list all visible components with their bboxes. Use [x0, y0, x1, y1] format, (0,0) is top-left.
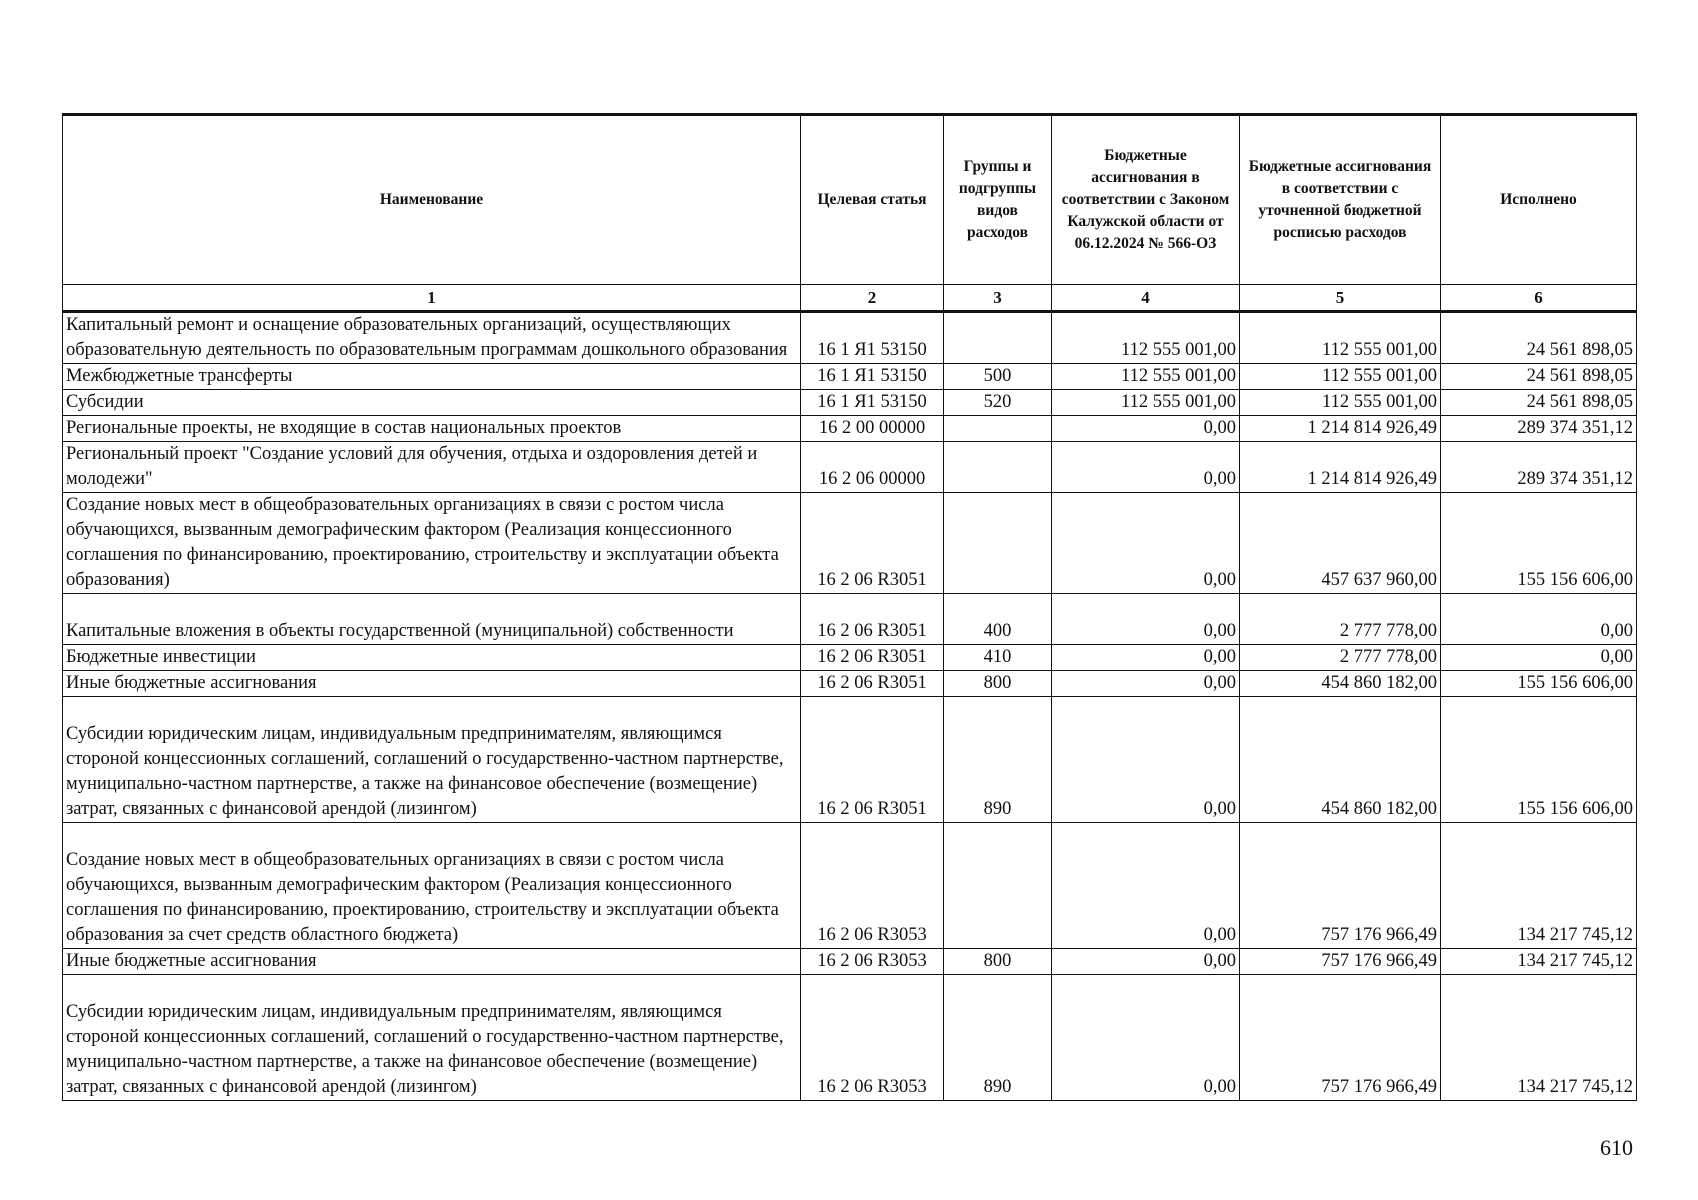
row-expense-group — [944, 312, 1052, 364]
row-name: Межбюджетные трансферты — [63, 364, 801, 390]
column-number: 4 — [1052, 285, 1240, 312]
row-target-article: 16 2 06 R3053 — [801, 823, 944, 949]
header-law-appropriations: Бюджетные ассигнования в соответствии с Законом Калужской области от 06.12.2024 № 566-ОЗ — [1052, 115, 1240, 285]
row-target-article: 16 2 00 00000 — [801, 416, 944, 442]
row-executed-amount: 134 217 745,12 — [1441, 823, 1637, 949]
table-row — [63, 594, 1637, 645]
row-executed-amount: 24 561 898,05 — [1441, 364, 1637, 390]
row-executed-amount: 24 561 898,05 — [1441, 390, 1637, 416]
row-expense-group: 890 — [944, 697, 1052, 823]
page-number: 610 — [1600, 1135, 1633, 1160]
table-row — [63, 390, 1637, 416]
row-target-article: 16 1 Я1 53150 — [801, 312, 944, 364]
row-law-amount: 0,00 — [1052, 697, 1240, 823]
row-name: Создание новых мест в общеобразовательных организациях в связи с ростом числа обучающихся, вызванным демографическим фактором (Реализация концессионного соглашения по финансированию, проектированию, строительству и эксплуатации объекта образования за счет средств областного бюджета) — [63, 823, 801, 949]
table-row — [63, 975, 1637, 1101]
row-executed-amount: 0,00 — [1441, 645, 1637, 671]
row-executed-amount: 155 156 606,00 — [1441, 493, 1637, 594]
table-row — [63, 697, 1637, 823]
header-name: Наименование — [63, 115, 801, 285]
budget-table — [62, 113, 1637, 1101]
row-law-amount: 0,00 — [1052, 671, 1240, 697]
row-expense-group: 400 — [944, 594, 1052, 645]
row-expense-group: 800 — [944, 671, 1052, 697]
row-target-article: 16 2 06 R3051 — [801, 697, 944, 823]
row-law-amount: 112 555 001,00 — [1052, 312, 1240, 364]
row-target-article: 16 1 Я1 53150 — [801, 364, 944, 390]
row-name: Бюджетные инвестиции — [63, 645, 801, 671]
row-plan-amount: 2 777 778,00 — [1240, 594, 1441, 645]
table-row — [63, 364, 1637, 390]
row-plan-amount: 112 555 001,00 — [1240, 390, 1441, 416]
row-plan-amount: 757 176 966,49 — [1240, 823, 1441, 949]
row-name: Иные бюджетные ассигнования — [63, 671, 801, 697]
row-plan-amount: 454 860 182,00 — [1240, 671, 1441, 697]
row-expense-group: 890 — [944, 975, 1052, 1101]
table-row — [63, 312, 1637, 364]
row-expense-group: 800 — [944, 949, 1052, 975]
row-expense-group: 500 — [944, 364, 1052, 390]
row-expense-group — [944, 442, 1052, 493]
row-name: Иные бюджетные ассигнования — [63, 949, 801, 975]
row-target-article: 16 2 06 R3053 — [801, 975, 944, 1101]
column-number-row — [63, 285, 1637, 312]
header-expense-groups: Группы и подгруппы видов расходов — [944, 115, 1052, 285]
column-number: 2 — [801, 285, 944, 312]
row-target-article: 16 2 06 R3051 — [801, 594, 944, 645]
row-plan-amount: 757 176 966,49 — [1240, 975, 1441, 1101]
row-plan-amount: 2 777 778,00 — [1240, 645, 1441, 671]
row-law-amount: 0,00 — [1052, 493, 1240, 594]
table-row — [63, 416, 1637, 442]
column-number: 6 — [1441, 285, 1637, 312]
row-expense-group — [944, 493, 1052, 594]
row-plan-amount: 112 555 001,00 — [1240, 312, 1441, 364]
row-plan-amount: 1 214 814 926,49 — [1240, 416, 1441, 442]
column-number: 5 — [1240, 285, 1441, 312]
column-number: 3 — [944, 285, 1052, 312]
header-row — [63, 115, 1637, 285]
row-expense-group: 520 — [944, 390, 1052, 416]
row-executed-amount: 134 217 745,12 — [1441, 975, 1637, 1101]
row-target-article: 16 2 06 R3051 — [801, 493, 944, 594]
row-expense-group — [944, 416, 1052, 442]
row-plan-amount: 457 637 960,00 — [1240, 493, 1441, 594]
table-row — [63, 493, 1637, 594]
row-law-amount: 0,00 — [1052, 823, 1240, 949]
row-name: Субсидии юридическим лицам, индивидуальным предпринимателям, являющимся стороной концессионных соглашений, соглашений о государственно-частном партнерстве, муниципально-частном партнерстве, а также на финансовое обеспечение (возмещение) затрат, связанных с финансовой арендой (лизингом) — [63, 975, 801, 1101]
header-executed: Исполнено — [1441, 115, 1637, 285]
table-row — [63, 823, 1637, 949]
row-executed-amount: 289 374 351,12 — [1441, 416, 1637, 442]
row-law-amount: 112 555 001,00 — [1052, 390, 1240, 416]
row-plan-amount: 112 555 001,00 — [1240, 364, 1441, 390]
row-target-article: 16 2 06 R3053 — [801, 949, 944, 975]
row-law-amount: 0,00 — [1052, 949, 1240, 975]
row-name: Субсидии юридическим лицам, индивидуальным предпринимателям, являющимся стороной концессионных соглашений, соглашений о государственно-частном партнерстве, муниципально-частном партнерстве, а также на финансовое обеспечение (возмещение) затрат, связанных с финансовой арендой (лизингом) — [63, 697, 801, 823]
table-row — [63, 442, 1637, 493]
row-executed-amount: 155 156 606,00 — [1441, 671, 1637, 697]
row-law-amount: 112 555 001,00 — [1052, 364, 1240, 390]
row-name: Капитальный ремонт и оснащение образовательных организаций, осуществляющих образовательную деятельность по образовательным программам дошкольного образования — [63, 312, 801, 364]
row-executed-amount: 155 156 606,00 — [1441, 697, 1637, 823]
row-name: Региональные проекты, не входящие в состав национальных проектов — [63, 416, 801, 442]
row-name: Капитальные вложения в объекты государственной (муниципальной) собственности — [63, 594, 801, 645]
row-target-article: 16 1 Я1 53150 — [801, 390, 944, 416]
row-target-article: 16 2 06 00000 — [801, 442, 944, 493]
table-row — [63, 645, 1637, 671]
row-executed-amount: 134 217 745,12 — [1441, 949, 1637, 975]
row-law-amount: 0,00 — [1052, 975, 1240, 1101]
row-law-amount: 0,00 — [1052, 645, 1240, 671]
row-name: Создание новых мест в общеобразовательных организациях в связи с ростом числа обучающихся, вызванным демографическим фактором (Реализация концессионного соглашения по финансированию, проектированию, строительству и эксплуатации объекта образования) — [63, 493, 801, 594]
row-name: Субсидии — [63, 390, 801, 416]
table-row — [63, 949, 1637, 975]
table-row — [63, 671, 1637, 697]
row-expense-group — [944, 823, 1052, 949]
column-number: 1 — [63, 285, 801, 312]
row-executed-amount: 289 374 351,12 — [1441, 442, 1637, 493]
row-plan-amount: 757 176 966,49 — [1240, 949, 1441, 975]
row-law-amount: 0,00 — [1052, 442, 1240, 493]
row-law-amount: 0,00 — [1052, 594, 1240, 645]
row-executed-amount: 0,00 — [1441, 594, 1637, 645]
row-expense-group: 410 — [944, 645, 1052, 671]
row-plan-amount: 1 214 814 926,49 — [1240, 442, 1441, 493]
row-target-article: 16 2 06 R3051 — [801, 645, 944, 671]
header-target-article: Целевая статья — [801, 115, 944, 285]
row-plan-amount: 454 860 182,00 — [1240, 697, 1441, 823]
row-law-amount: 0,00 — [1052, 416, 1240, 442]
row-target-article: 16 2 06 R3051 — [801, 671, 944, 697]
row-name: Региональный проект "Создание условий для обучения, отдыха и оздоровления детей и молодежи" — [63, 442, 801, 493]
header-plan-appropriations: Бюджетные ассигнования в соответствии с уточненной бюджетной росписью расходов — [1240, 115, 1441, 285]
row-executed-amount: 24 561 898,05 — [1441, 312, 1637, 364]
